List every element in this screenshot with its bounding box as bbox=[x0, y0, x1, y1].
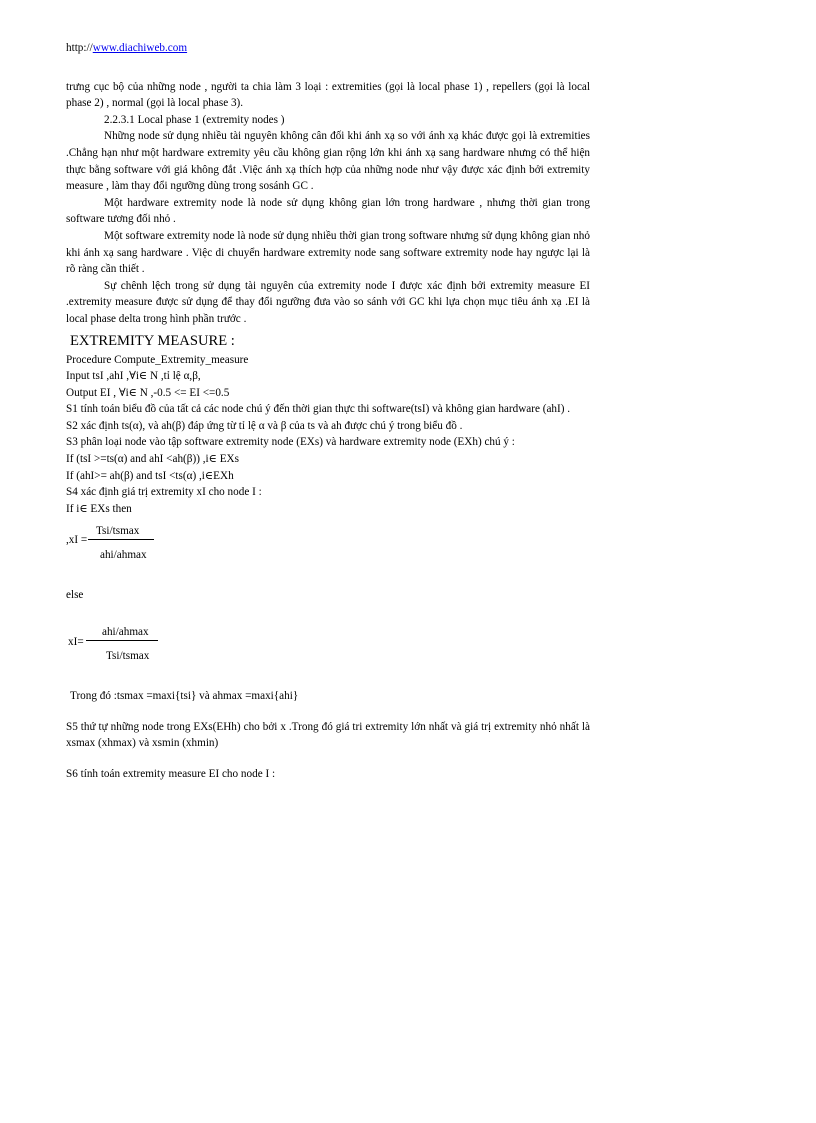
section-title: 2.2.3.1 Local phase 1 (extremity nodes ) bbox=[104, 113, 285, 126]
page-url bbox=[66, 40, 590, 57]
extremity-heading: EXTREMITY MEASURE : bbox=[70, 332, 235, 349]
paragraph-1: trưng cục bộ của những node , người ta chia làm 3 loại : extremities (gọi là local phase 1) , repellers (gọi là local phase 2) , normal (gọi là local phase 3). bbox=[66, 80, 590, 110]
algo-line: S6 tính toán extremity measure EI cho node I : bbox=[66, 767, 276, 780]
url-link[interactable]: www.diachiweb.com bbox=[92, 42, 188, 54]
algo-line: S1 tính toán biểu đồ của tất cả các node chú ý đến thời gian thực thi software(tsI) và không gian hardware (ahI) . bbox=[66, 403, 571, 416]
formula-denominator: Tsi/tsmax bbox=[106, 650, 150, 663]
formula-lhs: xI= bbox=[68, 636, 84, 649]
formula-numerator: ahi/ahmax bbox=[102, 626, 149, 639]
paragraph-3: Một hardware extremity node là node sử dụng không gian lớn trong hardware , nhưng thời gian trong software tương đối nhỏ . bbox=[66, 196, 590, 226]
url-prefix: http:// bbox=[66, 42, 93, 54]
algo-line: If (ahI>= ah(β) and tsI <ts(α) ,i∈EXh bbox=[66, 469, 234, 482]
algo-line: S4 xác định giá trị extremity xI cho node I : bbox=[66, 486, 262, 499]
algo-line: S5 thứ tự những node trong EXs(EHh) cho bởi x .Trong đó giá tri extremity lớn nhất và giá trị extremity nhỏ nhất là xsmax (xhmax) và xsmin (xhmin) bbox=[66, 720, 590, 750]
else-keyword: else bbox=[66, 589, 84, 602]
paragraph-4: Một software extremity node là node sử dụng nhiều thời gian trong software nhưng sử dụng không gian nhỏ khi ánh xạ sang hardware . Việc di chuyển hardware extremity node sang software extremity node hay ngược lại là rõ ràng cần thiết . bbox=[66, 229, 590, 276]
formula-lhs: ,xI = bbox=[66, 534, 88, 547]
algo-line: S3 phân loại node vào tập software extremity node (EXs) và hardware extremity node (EXh) chú ý : bbox=[66, 436, 515, 449]
formula-software bbox=[66, 517, 590, 573]
paragraph-5: Sự chênh lệch trong sử dụng tài nguyên của extremity node I được xác định bởi extremity measure EI .extremity measure được sử dụng để thay đổi ngưỡng đưa vào so sánh với GC khi lựa chọn mục tiêu ánh xạ .EI là local phase delta trong hình phần trước . bbox=[66, 279, 590, 325]
algo-line: Procedure Compute_Extremity_measure bbox=[66, 353, 249, 366]
where-line: Trong đó :tsmax =maxi{tsi} và ahmax =maxi{ahi} bbox=[70, 690, 299, 703]
document-page bbox=[66, 40, 590, 782]
formula-hardware bbox=[66, 618, 590, 674]
formula-denominator: ahi/ahmax bbox=[100, 549, 147, 562]
fraction-bar bbox=[86, 640, 158, 641]
algo-line: If (tsI >=ts(α) and ahI <ah(β)) ,i∈ EXs bbox=[66, 453, 239, 466]
algo-line: Output EI , ∀i∈ N ,-0.5 <= EI <=0.5 bbox=[66, 386, 230, 399]
algo-line: S2 xác định ts(α), và ah(β) đáp ứng từ tỉ lệ α và β của ts và ah được chú ý trong biểu đồ . bbox=[66, 419, 463, 432]
fraction-bar bbox=[88, 539, 154, 540]
paragraph-2: Những node sử dụng nhiều tài nguyên không cân đối khi ánh xạ so với ánh xạ khác được gọi là extremities .Chẳng hạn như một hardware extremity yêu cầu không gian rộng lớn khi ánh xạ sang hardware nhưng có thể hiện thực bằng software với giá không đắt .Việc ánh xạ thích hợp của những node như vậy được xác định bởi extremity measure , làm thay đổi ngưỡng dùng trong sosánh GC . bbox=[66, 130, 590, 193]
formula-numerator: Tsi/tsmax bbox=[96, 525, 140, 538]
algo-line: Input tsI ,ahI ,∀i∈ N ,tỉ lệ α,β, bbox=[66, 370, 201, 383]
algo-line: If i∈ EXs then bbox=[66, 502, 132, 515]
